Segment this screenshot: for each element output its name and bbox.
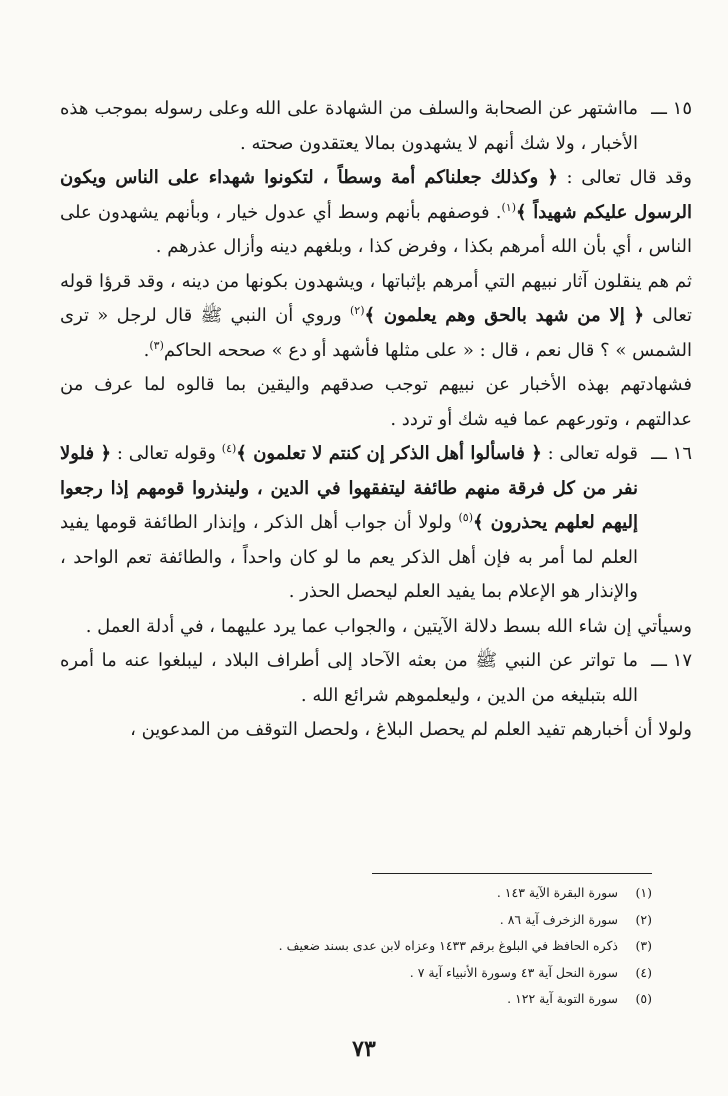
quran-verse: ﴿ إلا من شهد بالحق وهم يعلمون ﴾ bbox=[364, 305, 645, 326]
footnote-ref: (٣) bbox=[149, 338, 164, 352]
entry-16 bbox=[60, 437, 692, 610]
entry-number: ١٧ ـــ bbox=[651, 650, 692, 671]
paragraph: فشهادتهم بهذه الأخبار عن نبيهم توجب صدقهم واليقين بما قالوه لما عرف من عدالتهم ، وتورعهم عما فيه شك أو تردد . bbox=[60, 374, 692, 430]
footnotes bbox=[92, 880, 652, 1013]
entry-17 bbox=[60, 644, 692, 713]
paragraph: وسيأتي إن شاء الله بسط دلالة الآيتين ، والجواب عما يرد عليهما ، في أدلة العمل . bbox=[85, 615, 692, 637]
paragraph: قوله تعالى : ﴿ فاسألوا أهل الذكر إن كنتم لا تعلمون ﴾$^{(٤)}$ وقوله تعالى : ﴿ فلولا نفر من كل فرقة منهم طائفة ليتفقهوا في الدين ، ولينذروا قومهم إذا رجعوا إليهم لعلهم يحذرون ﴾$^{(٥)}$ ولولا أن جواب أهل الذكر ، وإنذار الطائفة قومها يفيد العلم لما أمر به فإن أهل الذكر يعم ما لو كان واحداً ، والطائفة تعم الواحد ، والإنذار هو الإعلام بما يفيد العلم ليحصل الحذر . bbox=[60, 442, 638, 602]
entry-15 bbox=[60, 92, 692, 161]
quran-verse: ﴿ فاسألوا أهل الذكر إن كنتم لا تعلمون ﴾ bbox=[236, 443, 542, 464]
footnote: (٥) سورة التوبة آية ١٢٢ . bbox=[507, 991, 652, 1006]
paragraph: مااشتهر عن الصحابة والسلف من الشهادة على الله وعلى رسوله بموجب هذه الأخبار ، ولا شك أنهم لا يشهدون بمالا يعتقدون صحته . bbox=[60, 98, 638, 154]
entry-number: ١٥ ـــ bbox=[651, 98, 692, 119]
paragraph: وقد قال تعالى : ﴿ وكذلك جعلناكم أمة وسطاً ، لتكونوا شهداء على الناس ويكون الرسول عليكم شهيداً ﴾$^{(١)}$. فوصفهم بأنهم وسط أي عدول خيار ، وبأنهم يشهدون على الناس ، أي بأن الله أمرهم بكذا ، وفرض كذا ، وبلغهم دينه وأزال عذرهم . bbox=[60, 167, 692, 257]
footnote-ref: (١) bbox=[501, 200, 516, 214]
footnote-ref: (٢) bbox=[350, 304, 365, 317]
footnote-divider bbox=[372, 873, 652, 874]
entry-number: ١٦ ـــ bbox=[651, 443, 692, 464]
quran-verse: ﴿ وكذلك جعلناكم أمة وسطاً ، لتكونوا شهداء على الناس ويكون الرسول عليكم شهيداً ﴾ bbox=[60, 167, 692, 223]
footnote-ref: (٤) bbox=[221, 442, 237, 455]
footnote: (٣) ذكره الحافظ في البلوغ برقم ١٤٣٣ وعزاه لابن عدى بسند ضعيف . bbox=[278, 938, 652, 953]
footnote: (٢) سورة الزخرف آية ٨٦ . bbox=[499, 911, 652, 927]
footnote-ref: (٥) bbox=[458, 511, 473, 524]
paragraph: ثم هم ينقلون آثار نبيهم التي أمرهم بإثباتها ، ويشهدون بكونها من دينه ، وقد قرؤا قوله تعالى ﴿ إلا من شهد بالحق وهم يعلمون ﴾$^{(٢)}$ وروي أن النبي ﷺ قال لرجل « ترى الشمس » ؟ قال نعم ، قال : « على مثلها فأشهد أو دع » صححه الحاكم$^{(٣)}$. bbox=[60, 270, 693, 361]
page-number: ٧٣ bbox=[352, 1036, 376, 1062]
quran-verse: ﴿ فلولا نفر من كل فرقة منهم طائفة ليتفقهوا في الدين ، ولينذروا قومهم إذا رجعوا إليهم لعلهم يحذرون ﴾ bbox=[60, 443, 638, 533]
paragraph: ولولا أن أخبارهم تفيد العلم لم يحصل البلاغ ، ولحصل التوقف من المدعوين ، bbox=[130, 719, 692, 740]
paragraph: ما تواتر عن النبي ﷺ من بعثه الآحاد إلى أطراف البلاد ، ليبلغوا عنه ما أمره الله بتبليغه من الدين ، وليعلموهم شرائع الله . bbox=[60, 650, 638, 706]
footnote: (٤) سورة النحل آية ٤٣ وسورة الأنبياء آية ٧ . bbox=[409, 964, 652, 980]
footnote: (١) سورة البقرة الآية ١٤٣ . bbox=[496, 885, 652, 900]
main-text bbox=[60, 92, 692, 748]
